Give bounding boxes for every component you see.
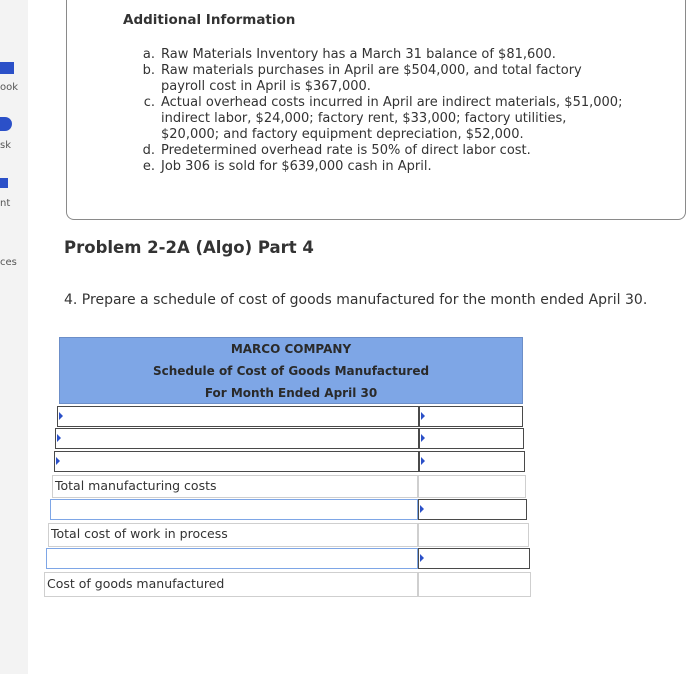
print-icon[interactable] [0,178,8,188]
schedule-row-total-manufacturing [52,475,526,498]
total-cost-wip-label: Total cost of work in process [48,523,418,547]
row-amount-input[interactable] [419,451,525,472]
row-amount-input[interactable] [418,499,527,520]
row-marker-icon [57,434,61,442]
sidebar-item-book[interactable]: ook [0,82,19,93]
problem-title: Problem 2-2A (Algo) Part 4 [64,238,314,257]
schedule-row-cogm [44,572,531,597]
row-label-input[interactable] [46,548,418,569]
cost-of-goods-manufactured-label: Cost of goods manufactured [44,572,418,597]
schedule-row-total-wip [48,523,529,547]
sidebar-item-references[interactable]: ces [0,257,17,268]
row-marker-icon [56,457,60,465]
row-amount-input[interactable] [418,548,530,569]
row-amount-input[interactable] [419,428,524,449]
row-label-input[interactable] [50,499,418,520]
row-marker-icon [420,505,424,513]
problem-instruction: 4. Prepare a schedule of cost of goods manufactured for the month ended April 30. [64,292,648,308]
schedule-company: MARCO COMPANY [230,342,352,356]
cost-of-goods-manufactured-amount[interactable] [418,572,531,597]
sidebar-item-print[interactable]: nt [0,198,11,209]
info-item-d: d. Predetermined overhead rate is 50% of direct labor cost. [142,143,531,158]
ask-icon[interactable] [0,117,12,131]
row-label-input[interactable] [57,406,419,427]
schedule-period: For Month Ended April 30 [204,386,378,400]
info-item-a: a. Raw Materials Inventory has a March 31 balance of $81,600. [142,47,556,62]
total-cost-wip-amount[interactable] [418,523,529,547]
schedule-row [54,451,525,472]
schedule-row [50,499,527,520]
info-item-c: c. Actual overhead costs incurred in April are indirect materials, $51,000; indirect labor, $24,000; factory rent, $33,000; factory utilities, $20,000; and factory equipment depreciation, $52,000. [143,95,623,142]
info-list [137,47,627,175]
schedule-header [59,337,523,404]
row-amount-input[interactable] [419,406,523,427]
schedule-title: Schedule of Cost of Goods Manufactured [152,364,430,378]
schedule-row [46,548,530,569]
schedule-row [55,428,524,449]
additional-info-box [66,0,686,220]
schedule-row [57,406,523,427]
row-label-input[interactable] [55,428,419,449]
sidebar-item-ask[interactable]: sk [0,140,12,151]
row-marker-icon [420,554,424,562]
row-marker-icon [421,457,425,465]
row-marker-icon [59,412,63,420]
total-manufacturing-costs-amount[interactable] [418,475,526,498]
row-marker-icon [421,412,425,420]
left-sidebar [0,0,28,674]
row-label-input[interactable] [54,451,419,472]
info-title: Additional Information [123,12,296,28]
row-marker-icon [421,434,425,442]
total-manufacturing-costs-label: Total manufacturing costs [52,475,418,498]
info-item-b: b. Raw materials purchases in April are $504,000, and total factory payroll cost in April is $367,000. [142,63,582,94]
book-icon[interactable] [0,62,14,74]
info-item-e: e. Job 306 is sold for $639,000 cash in April. [142,159,432,174]
